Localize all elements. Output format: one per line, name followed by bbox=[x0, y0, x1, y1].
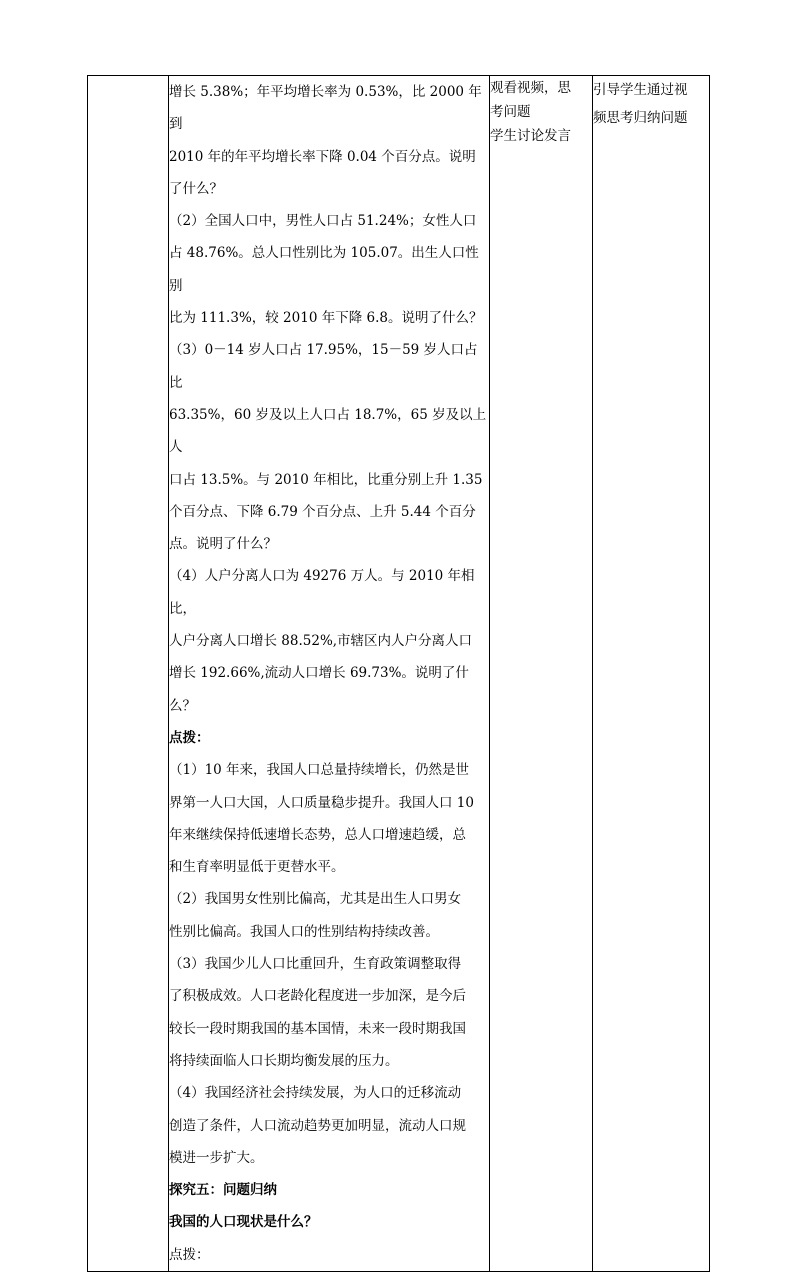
content-line: 了什么？ bbox=[169, 180, 223, 197]
question-heading: 我国的人口现状是什么？ bbox=[169, 1214, 318, 1231]
hint-label: 点拨： bbox=[169, 1246, 210, 1263]
content-cell bbox=[169, 76, 490, 1272]
content-line: 比为 111.3%，较 2010 年下降 6.8。说明了什么？ bbox=[169, 310, 483, 327]
content-line: （3）我国少儿人口比重回升，生育政策调整取得 bbox=[169, 956, 462, 973]
content-line: （4）人户分离人口为 49276 万人。与 2010 年相比， bbox=[169, 568, 475, 617]
hint-heading: 点拨： bbox=[169, 729, 210, 746]
teacher-intent-cell bbox=[593, 76, 710, 1272]
content-line: 占 48.76%。总人口性别比为 105.07。出生人口性别 bbox=[169, 245, 479, 294]
student-line: 考问题 bbox=[490, 104, 531, 120]
content-line: （2）全国人口中，男性人口占 51.24%；女性人口 bbox=[169, 213, 477, 230]
content-line: 63.35%，60 岁及以上人口占 18.7%，65 岁及以上人 bbox=[169, 406, 487, 456]
content-line: 性别比偏高。我国人口的性别结构持续改善。 bbox=[169, 923, 439, 940]
content-line: 个百分点、下降 6.79 个百分点、上升 5.44 个百分 bbox=[169, 503, 476, 520]
content-line: 口占 13.5%。与 2010 年相比，比重分别上升 1.35 bbox=[169, 471, 483, 488]
content-line: 年来继续保持低速增长态势，总人口增速趋缓，总 bbox=[169, 826, 466, 843]
stage-cell bbox=[88, 76, 169, 1272]
teacher-line: 频思考归纳问题 bbox=[593, 110, 688, 126]
student-activity-cell bbox=[490, 76, 593, 1272]
content-line: 增长 5.38%；年平均增长率为 0.53%，比 2000 年到 bbox=[169, 84, 482, 133]
content-line: 较长一段时期我国的基本国情，未来一段时期我国 bbox=[169, 1020, 466, 1037]
content-line: 点。说明了什么？ bbox=[169, 536, 277, 553]
content-line: （3）0－14 岁人口占 17.95%，15－59 岁人口占比 bbox=[169, 342, 478, 391]
content-line: 增长 192.66%,流动人口增长 69.73%。说明了什么？ bbox=[169, 665, 469, 714]
content-line: 2010 年的年平均增长率下降 0.04 个百分点。说明 bbox=[169, 148, 476, 165]
teacher-line: 引导学生通过视 bbox=[593, 82, 688, 98]
content-line: 模进一步扩大。 bbox=[169, 1149, 264, 1166]
content-line: （4）我国经济社会持续发展，为人口的迁移流动 bbox=[169, 1085, 462, 1102]
content-line: 创造了条件，人口流动趋势更加明显，流动人口规 bbox=[169, 1117, 466, 1134]
section-heading: 探究五：问题归纳 bbox=[169, 1182, 277, 1199]
content-line: 界第一人口大国，人口质量稳步提升。我国人口 10 bbox=[169, 794, 474, 811]
content-line: （1）10 年来，我国人口总量持续增长，仍然是世 bbox=[169, 762, 470, 779]
student-line: 学生讨论发言 bbox=[490, 128, 571, 144]
lesson-table bbox=[87, 75, 710, 1272]
content-line: （2）我国男女性别比偏高，尤其是出生人口男女 bbox=[169, 891, 462, 908]
content-line: 将持续面临人口长期均衡发展的压力。 bbox=[169, 1052, 399, 1069]
content-line: 人户分离人口增长 88.52%,市辖区内人户分离人口 bbox=[169, 633, 473, 650]
content-line: 和生育率明显低于更替水平。 bbox=[169, 859, 345, 876]
content-line: 了积极成效。人口老龄化程度进一步加深，是今后 bbox=[169, 988, 466, 1005]
table-row bbox=[88, 76, 710, 1272]
student-line: 观看视频，思 bbox=[490, 80, 571, 96]
